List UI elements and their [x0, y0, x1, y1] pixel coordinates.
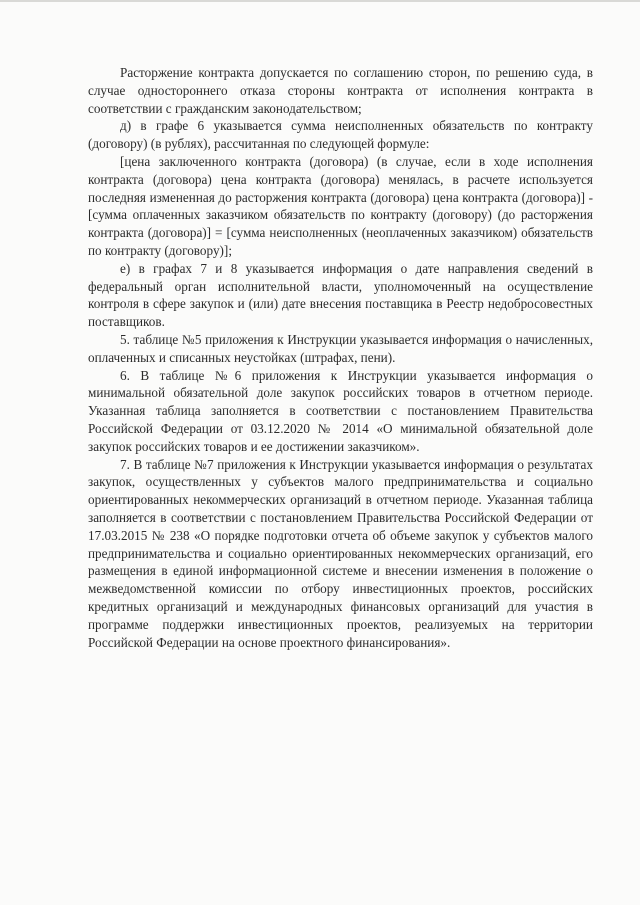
paragraph-table-6: 6. В таблице №6 приложения к Инструкции указывается информация о минимальной обязательной доле закупок российских товаров в отчетном периоде. Указанная таблица заполняется в соответствии с постановлением Правительства Российской Федерации от 03.12.2020 № 2014 «О минимальной обязательной доле закупок российских товаров и ее достижении заказчиком». [88, 367, 593, 454]
paragraph-item-d: д) в графе 6 указывается сумма неисполненных обязательств по контракту (договору) (в рублях), рассчитанная по следующей формуле: [88, 118, 593, 152]
paragraph-table-7: 7. В таблице №7 приложения к Инструкции указывается информация о результатах закупок, осуществленных у субъектов малого предпринимательства и социально ориентированных некоммерческих организаций в отчетном периоде. Указанная таблица заполняется в соответствии с постановлением Правительства Российской Федерации от 17.03.2015 № 238 «О порядке подготовки отчета об объеме закупок у субъектов малого предпринимательства и социально ориентированных некоммерческих организаций, его размещения в единой информационной системе и внесении изменения в положение о межведомственной комиссии по отбору инвестиционных проектов, российских кредитных организаций и международных финансовых организаций для участия в программе поддержки инвестиционных проектов, реализуемых на территории Российской Федерации на основе проектного финансирования». [88, 456, 593, 650]
document-body [88, 64, 593, 651]
paragraph-item-e: е) в графах 7 и 8 указывается информация о дате направления сведений в федеральный орган исполнительной власти, уполномоченный на осуществление контроля в сфере закупок и (или) дате внесения поставщика в Реестр недобросовестных поставщиков. [88, 260, 593, 330]
paragraph-table-5: 5. таблице №5 приложения к Инструкции указывается информация о начисленных, оплаченных и списанных неустойках (штрафах, пени). [88, 331, 593, 365]
scan-edge [0, 0, 640, 2]
paragraph-termination: Расторжение контракта допускается по соглашению сторон, по решению суда, в случае одностороннего отказа стороны контракта от исполнения контракта в соответствии с гражданским законодательством; [88, 65, 593, 116]
paragraph-formula: [цена заключенного контракта (договора) (в случае, если в ходе исполнения контракта (договора) цена контракта (договора) менялась, в расчете используется последняя измененная до расторжения контракта (договора) цена контракта (договора)] - [сумма оплаченных заказчиком обязательств по контракту (договору) (до расторжения контракта (договора)] = [сумма неисполненных (неоплаченных заказчиком) обязательств по контракту (договору)]; [88, 153, 593, 258]
